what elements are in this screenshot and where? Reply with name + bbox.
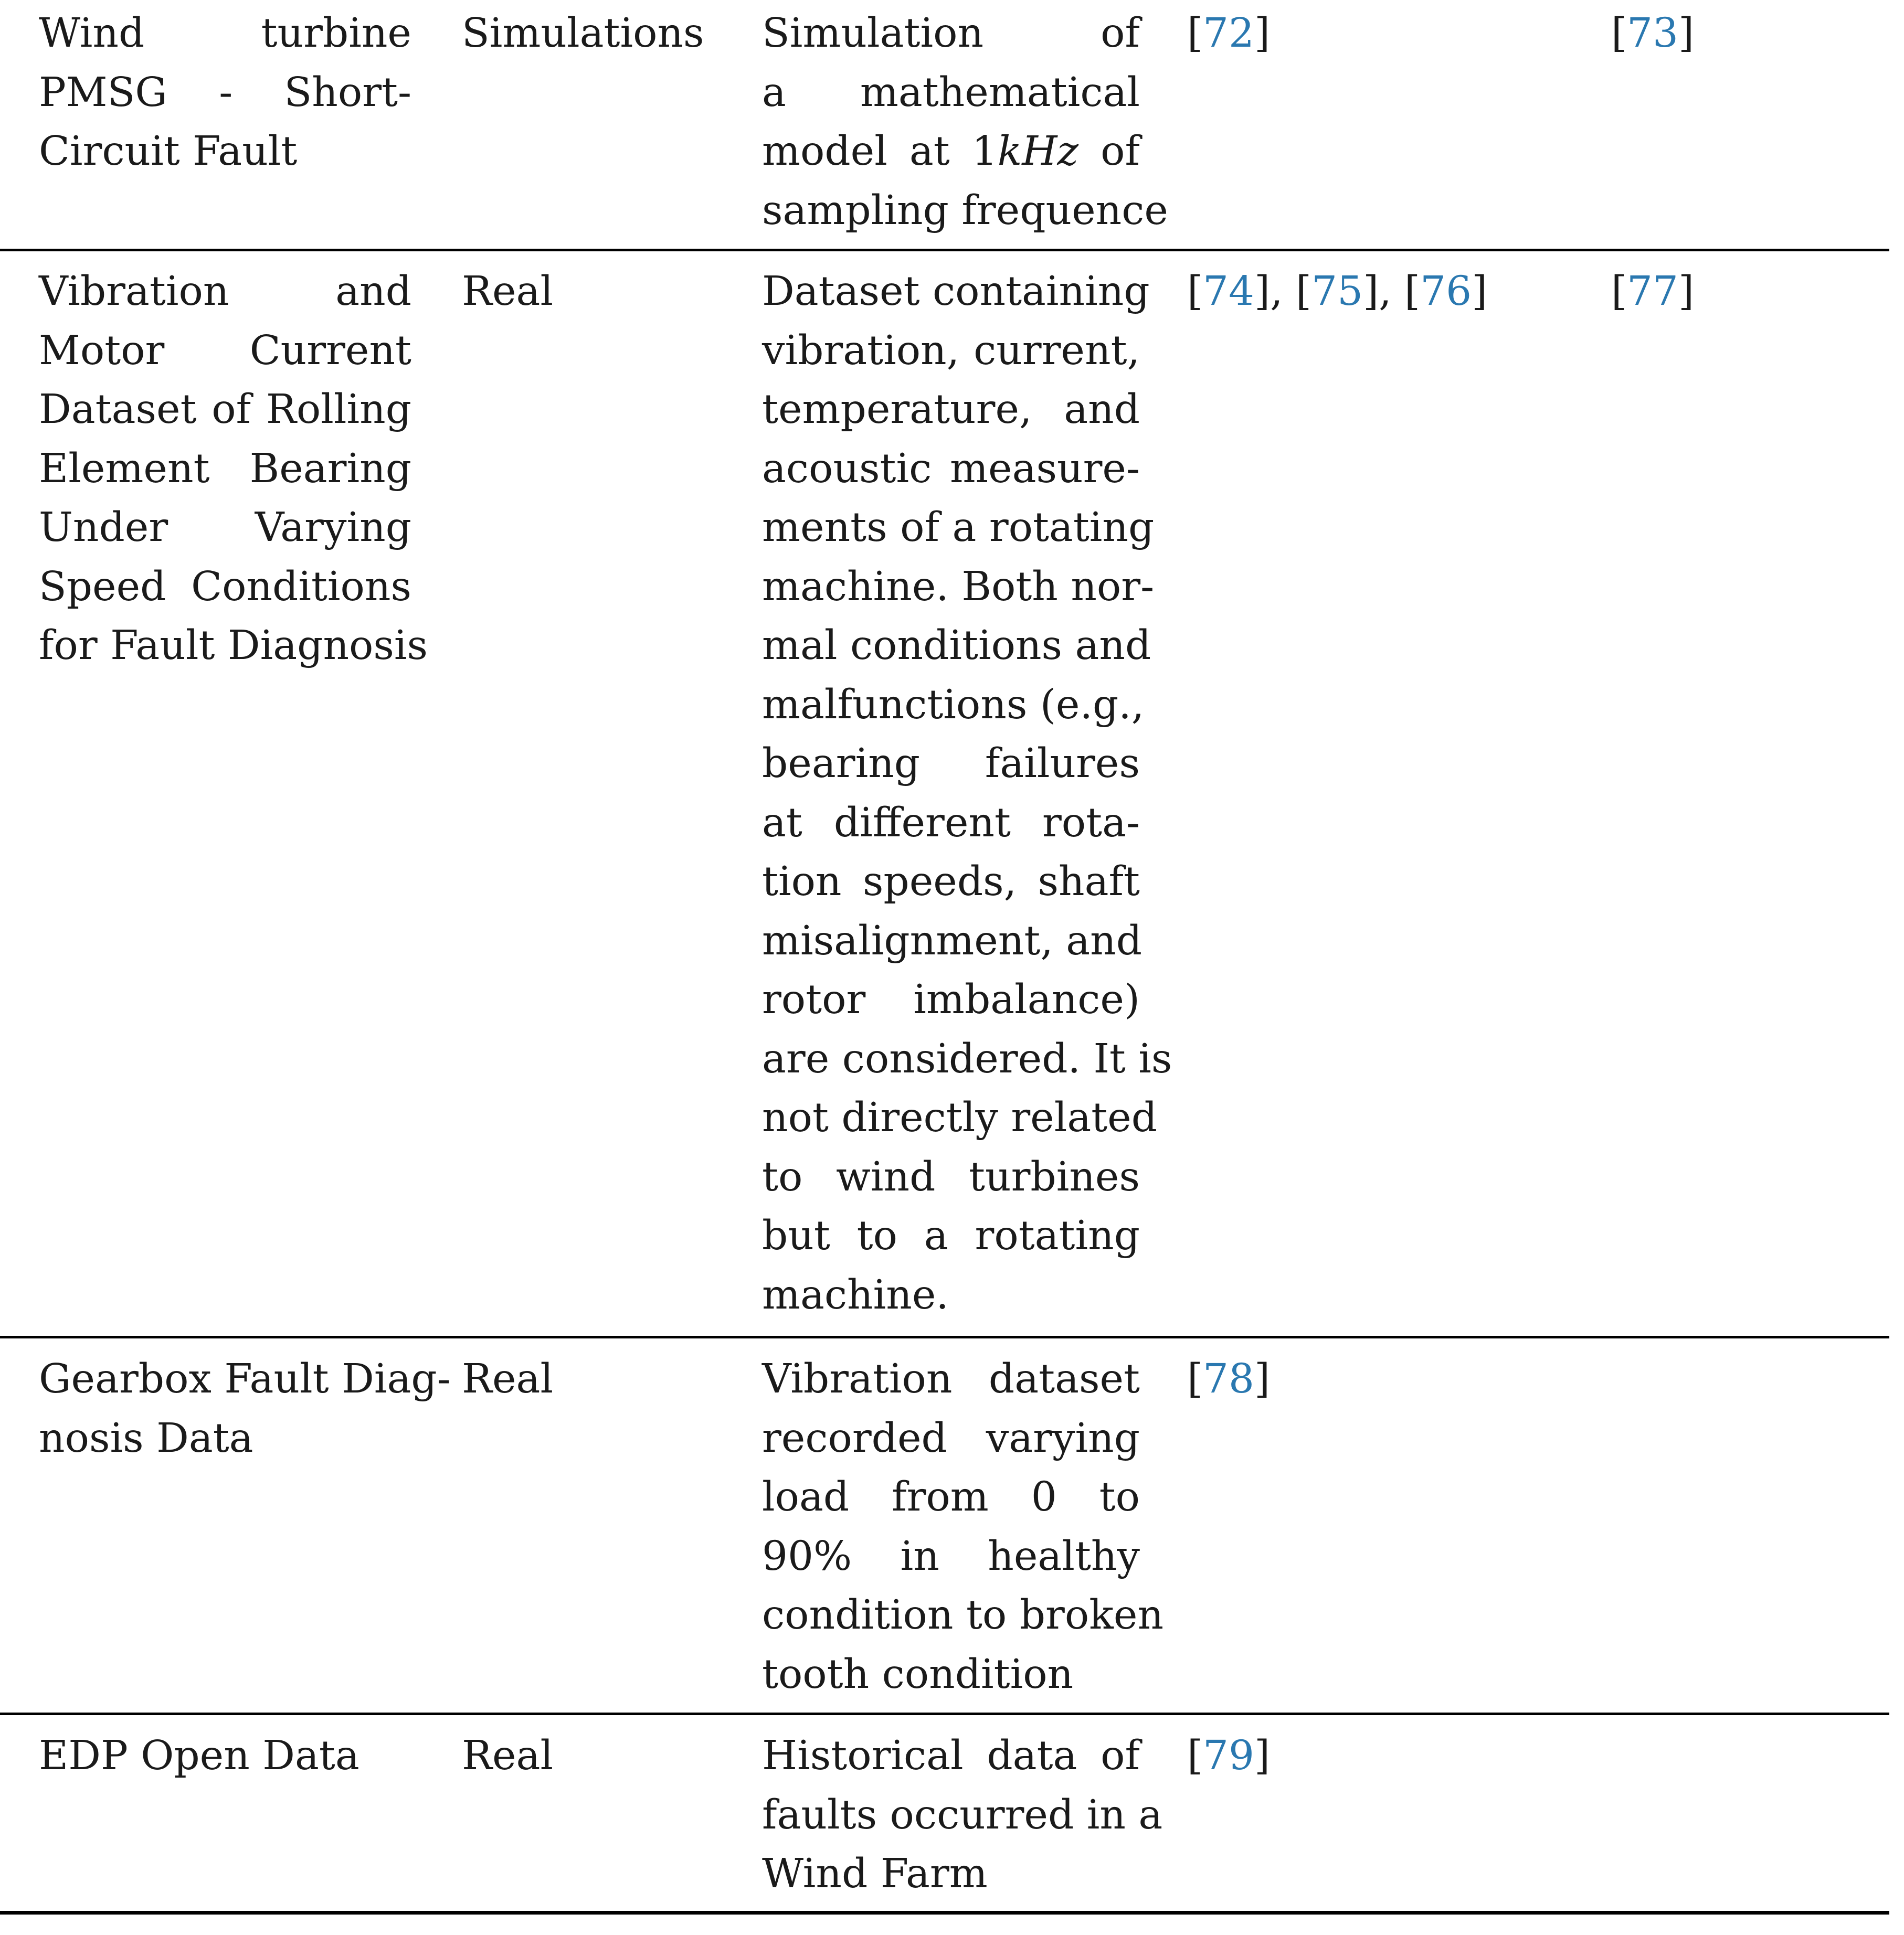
references-cell: [78] <box>1187 1356 1271 1402</box>
description-line: Wind Farm <box>762 1851 988 1897</box>
data-type: Real <box>462 268 554 315</box>
row-divider <box>0 1336 1889 1338</box>
related-references-cell: [73] <box>1611 10 1695 57</box>
citation-link[interactable]: 77 <box>1627 268 1679 315</box>
frequency-unit: kHz <box>997 128 1079 175</box>
dataset-name-line: EDP Open Data <box>39 1732 359 1779</box>
data-type: Simulations <box>462 10 704 57</box>
row-divider <box>0 249 1889 251</box>
dataset-name-cell <box>39 1350 451 1468</box>
data-type-cell <box>462 1350 756 1409</box>
description-line: to wind turbines <box>762 1153 1140 1200</box>
description-line: a mathematical <box>762 69 1140 116</box>
description-line: recorded varying <box>762 1415 1140 1462</box>
description-line: but to a rotating <box>762 1213 1140 1259</box>
description-line: not directly related <box>762 1094 1158 1141</box>
dataset-name-line: Vibration and <box>39 268 411 315</box>
table-row <box>0 4 1904 251</box>
description-line: machine. <box>762 1271 949 1319</box>
data-type: Real <box>462 1732 554 1779</box>
dataset-name-line: Motor Current <box>39 327 411 374</box>
description-line: at different rota- <box>762 799 1140 846</box>
related-references-cell: [77] <box>1611 268 1695 315</box>
description-line: tooth condition <box>762 1651 1074 1698</box>
references-cell: [74], [75], [76] <box>1187 268 1488 315</box>
description-cell <box>762 262 1172 1325</box>
description-line: Vibration dataset <box>762 1356 1140 1402</box>
description-line: Simulation of <box>762 10 1140 57</box>
description-line: sampling frequence <box>762 187 1168 234</box>
description-line: are considered. It is <box>762 1035 1172 1082</box>
dataset-name-line: Wind turbine <box>39 10 411 57</box>
citation-link[interactable]: 72 <box>1203 10 1255 57</box>
references-cell: [79] <box>1187 1732 1271 1779</box>
citation-link[interactable]: 78 <box>1203 1356 1255 1402</box>
description-line: temperature, and <box>762 386 1140 433</box>
dataset-name-cell <box>39 1727 411 1786</box>
dataset-name-line: Under Varying <box>39 504 411 551</box>
description-line: mal conditions and <box>762 622 1151 669</box>
table-row <box>0 262 1904 1338</box>
description-line: rotor imbalance) <box>762 976 1140 1023</box>
dataset-name-cell <box>39 4 411 182</box>
description-cell <box>762 1350 1164 1704</box>
description-line: Historical data of <box>762 1732 1140 1779</box>
citation-link[interactable]: 73 <box>1627 10 1679 57</box>
row-divider <box>0 1713 1889 1715</box>
description-line: malfunctions (e.g., <box>762 681 1145 728</box>
data-type-cell <box>462 1727 756 1786</box>
dataset-name-line: Circuit Fault <box>39 128 298 175</box>
data-type-cell <box>462 4 756 63</box>
table-bottom-rule <box>0 1911 1889 1915</box>
description-line: acoustic measure- <box>762 445 1140 492</box>
description-line: machine. Both nor- <box>762 563 1155 610</box>
dataset-name-line: for Fault Diagnosis <box>39 622 428 669</box>
data-type-cell <box>462 262 756 322</box>
description-line: tion speeds, shaft <box>762 858 1140 905</box>
description-line: 90% in healthy <box>762 1533 1140 1580</box>
dataset-name-cell <box>39 262 428 676</box>
dataset-name-line: Dataset of Rolling <box>39 386 411 433</box>
description-line: vibration, current, <box>762 327 1140 374</box>
description-line-with-unit <box>762 122 1140 182</box>
dataset-name-line: nosis Data <box>39 1415 253 1462</box>
description-line: misalignment, and <box>762 917 1143 964</box>
dataset-name-line: Element Bearing <box>39 445 411 492</box>
description-line-prefix: model at 1 <box>762 128 998 175</box>
citation-link[interactable]: 79 <box>1203 1732 1255 1779</box>
description-line-suffix: of <box>1078 128 1140 175</box>
citation-link[interactable]: 75 <box>1311 268 1363 315</box>
description-line: condition to broken <box>762 1592 1164 1639</box>
dataset-name-line: Gearbox Fault Diag- <box>39 1356 451 1402</box>
data-type: Real <box>462 1356 554 1402</box>
description-line: load from 0 to <box>762 1474 1140 1521</box>
description-cell <box>762 4 1168 240</box>
citation-link[interactable]: 76 <box>1420 268 1472 315</box>
table-row <box>0 1727 1904 1916</box>
dataset-name-line: PMSG - Short- <box>39 69 411 116</box>
description-cell <box>762 1727 1163 1904</box>
description-line: ments of a rotating <box>762 504 1155 551</box>
description-line: faults occurred in a <box>762 1791 1163 1838</box>
references-cell: [72] <box>1187 10 1271 57</box>
dataset-name-line: Speed Conditions <box>39 563 411 610</box>
table-row <box>0 1350 1904 1717</box>
description-line: bearing failures <box>762 740 1140 787</box>
citation-link[interactable]: 74 <box>1203 268 1255 315</box>
description-line: Dataset containing <box>762 268 1150 315</box>
